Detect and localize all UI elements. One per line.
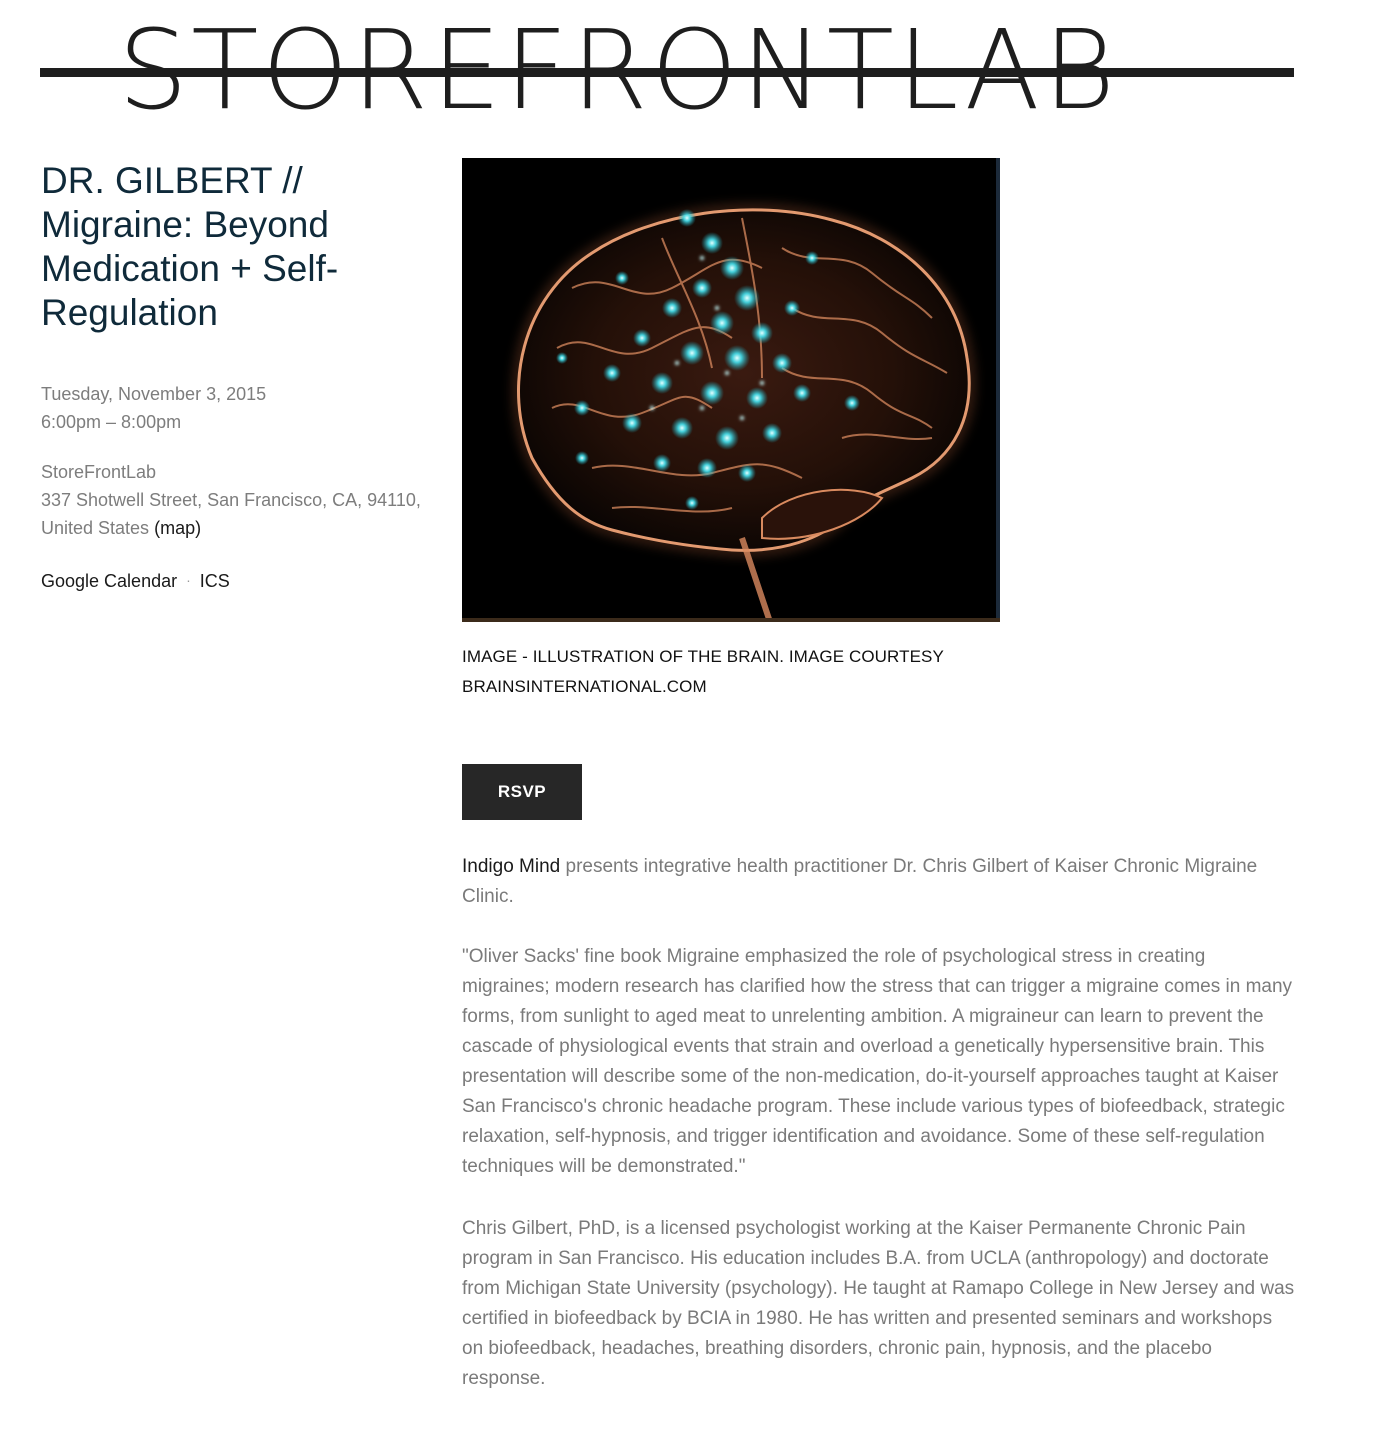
calendar-separator: · <box>186 572 191 588</box>
event-datetime <box>41 380 431 436</box>
site-logo[interactable] <box>40 6 1294 134</box>
description-intro <box>462 852 1298 912</box>
rsvp-button[interactable]: RSVP <box>462 764 582 820</box>
event-country: United States <box>41 518 150 538</box>
event-venue: StoreFrontLab <box>41 462 157 482</box>
brain-illustration-image <box>462 158 1000 622</box>
calendar-links <box>41 566 230 595</box>
brain-illustration-svg <box>462 158 1000 622</box>
event-address: 337 Shotwell Street, San Francisco, CA, 94110, <box>41 490 421 510</box>
image-caption: IMAGE - ILLUSTRATION OF THE BRAIN. IMAGE COURTESY BRAINSINTERNATIONAL.COM <box>462 647 944 696</box>
map-link[interactable]: (map) <box>154 518 202 538</box>
presenter-bio: Chris Gilbert, PhD, is a licensed psychologist working at the Kaiser Permanente Chronic Pain program in San Francisco. His education includes B.A. from UCLA (anthropology) and doctorate from Michigan State University (psychology). He taught at Ramapo College in New Jersey and was certified in biofeedback by BCIA in 1980. He has written and presented seminars and workshops on biofeedback, headaches, breathing disorders, chronic pain, hypnosis, and the placebo response. <box>462 1218 1295 1389</box>
logo-text: STOREFRONTLAB <box>118 6 1119 134</box>
event-title: DR. GILBERT // Migraine: Beyond Medication + Self-Regulation <box>41 160 339 333</box>
description-quote: "Oliver Sacks' fine book Migraine emphasized the role of psychological stress in creating migraines; modern research has clarified how the stress that can trigger a migraine comes in many forms, from sunlight to aged meat to unrelenting ambition. A migraineur can learn to prevent the cascade of physiological events that strain and overload a genetically hypersensitive brain. This presentation will describe some of the non-medication, do-it-yourself approaches taught at Kaiser San Francisco's chronic headache program. These include various types of biofeedback, strategic relaxation, self-hypnosis, and trigger identification and avoidance. Some of these self-regulation techniques will be demonstrated." <box>462 946 1293 1177</box>
event-location <box>41 458 431 542</box>
indigo-mind-link[interactable]: Indigo Mind <box>462 856 561 877</box>
google-calendar-link[interactable]: Google Calendar <box>41 571 178 591</box>
event-country-line <box>41 514 431 542</box>
ics-link[interactable]: ICS <box>199 571 230 591</box>
description-intro-text: presents integrative health practitioner Dr. Chris Gilbert of Kaiser Chronic Migraine Clinic. <box>462 856 1258 907</box>
event-date: Tuesday, November 3, 2015 <box>41 384 267 404</box>
event-time: 6:00pm – 8:00pm <box>41 412 182 432</box>
